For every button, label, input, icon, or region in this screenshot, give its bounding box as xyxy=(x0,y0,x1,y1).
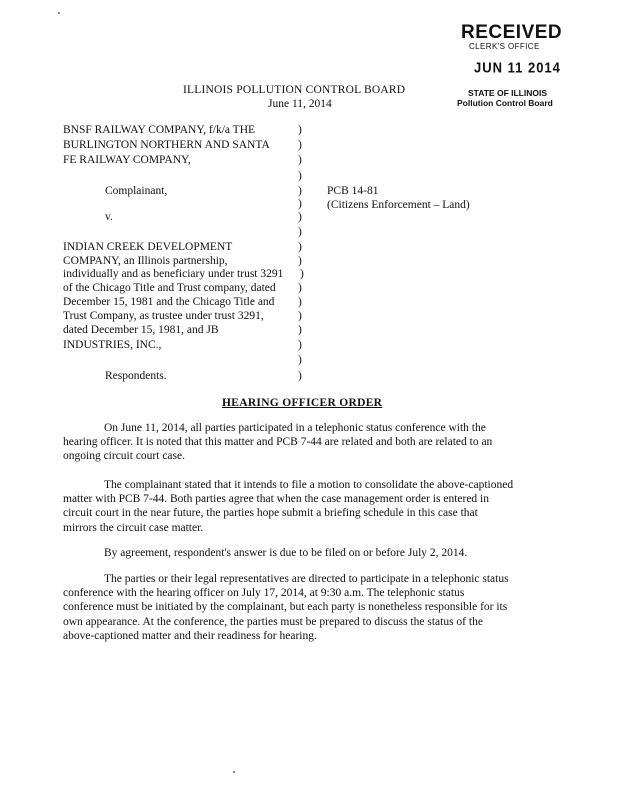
respondents-label: Respondents. xyxy=(105,370,167,382)
case-number: PCB 14-81 xyxy=(327,185,379,197)
paragraph-line: hearing officer. It is noted that this matter and PCB 7-44 are related and both are related to an xyxy=(63,436,493,448)
caption-paren: ) xyxy=(298,170,302,182)
caption-paren: ) xyxy=(298,139,302,151)
paragraph-line: mirrors the circuit case matter. xyxy=(63,522,204,534)
complainant-name-line: BURLINGTON NORTHERN AND SANTA xyxy=(63,139,270,151)
respondent-name-line: individually and as beneficiary under trust 3291 xyxy=(63,268,284,280)
caption-paren: ) xyxy=(298,354,302,366)
paragraph-line: On June 11, 2014, all parties participated in a telephonic status conference with the xyxy=(104,422,486,434)
caption-paren: ) xyxy=(298,241,302,253)
caption-paren: ) xyxy=(298,310,302,322)
paragraph-line: ongoing circuit court case. xyxy=(63,450,185,462)
stamp-office: CLERK'S OFFICE xyxy=(469,42,540,51)
caption-paren: ) xyxy=(298,226,302,238)
scan-speck xyxy=(233,771,235,773)
respondent-name-line: INDIAN CREEK DEVELOPMENT xyxy=(63,241,233,253)
paragraph-line: conference must be initiated by the complainant, but each party is nonetheless responsible for its xyxy=(63,601,508,613)
paragraph-line: own appearance. At the conference, the parties must be prepared to discuss the status of the xyxy=(63,616,483,628)
complainant-label: Complainant, xyxy=(105,185,168,197)
paragraph-line: matter with PCB 7-44. Both parties agree that when the case management order is entered in xyxy=(63,493,490,505)
respondent-name-line: dated December 15, 1981, and JB xyxy=(63,324,219,336)
agency-heading: ILLINOIS POLLUTION CONTROL BOARD xyxy=(183,84,406,96)
respondent-name-line: of the Chicago Title and Trust company, dated xyxy=(63,282,276,294)
caption-paren: ) xyxy=(298,211,302,223)
caption-paren: ) xyxy=(298,296,302,308)
paragraph-line: The complainant stated that it intends to file a motion to consolidate the above-captioned xyxy=(104,479,514,491)
caption-paren: ) xyxy=(298,124,302,136)
paragraph-line: By agreement, respondent's answer is due to be filed on or before July 2, 2014. xyxy=(104,547,468,559)
versus-label: v. xyxy=(105,211,113,223)
caption-paren: ) xyxy=(300,268,304,280)
stamp-board: Pollution Control Board xyxy=(457,98,553,108)
caption-paren: ) xyxy=(298,339,302,351)
respondent-name-line: December 15, 1981 and the Chicago Title and xyxy=(63,296,275,308)
respondent-name-line: COMPANY, an Illinois partnership, xyxy=(63,255,228,267)
paragraph-line: conference with the hearing officer on July 17, 2014, at 9:30 a.m. The telephonic status xyxy=(63,587,465,599)
paragraph-line: The parties or their legal representatives are directed to participate in a telephonic status xyxy=(104,573,509,585)
caption-paren: ) xyxy=(298,185,302,197)
heading-date: June 11, 2014 xyxy=(268,98,332,110)
caption-paren: ) xyxy=(298,324,302,336)
stamp-received: RECEIVED xyxy=(461,22,563,43)
paragraph-line: circuit court in the near future, the parties hope submit a briefing schedule in this case that xyxy=(63,507,478,519)
respondent-name-line: Trust Company, as trustee under trust 3291, xyxy=(63,310,264,322)
caption-paren: ) xyxy=(298,370,302,382)
complainant-name-line: BNSF RAILWAY COMPANY, f/k/a THE xyxy=(63,124,256,136)
respondent-name-line: INDUSTRIES, INC., xyxy=(63,339,162,351)
caption-paren: ) xyxy=(298,255,302,267)
stamp-date: JUN 11 2014 xyxy=(474,58,561,77)
caption-paren: ) xyxy=(298,282,302,294)
order-title: HEARING OFFICER ORDER xyxy=(222,397,383,409)
case-type: (Citizens Enforcement – Land) xyxy=(327,199,470,211)
complainant-name-line: FE RAILWAY COMPANY, xyxy=(63,154,191,166)
paragraph-line: above-captioned matter and their readiness for hearing. xyxy=(63,630,317,642)
caption-paren: ) xyxy=(298,198,302,210)
caption-paren: ) xyxy=(298,154,302,166)
scan-speck xyxy=(58,12,60,14)
stamp-state: STATE OF ILLINOIS xyxy=(468,88,548,98)
